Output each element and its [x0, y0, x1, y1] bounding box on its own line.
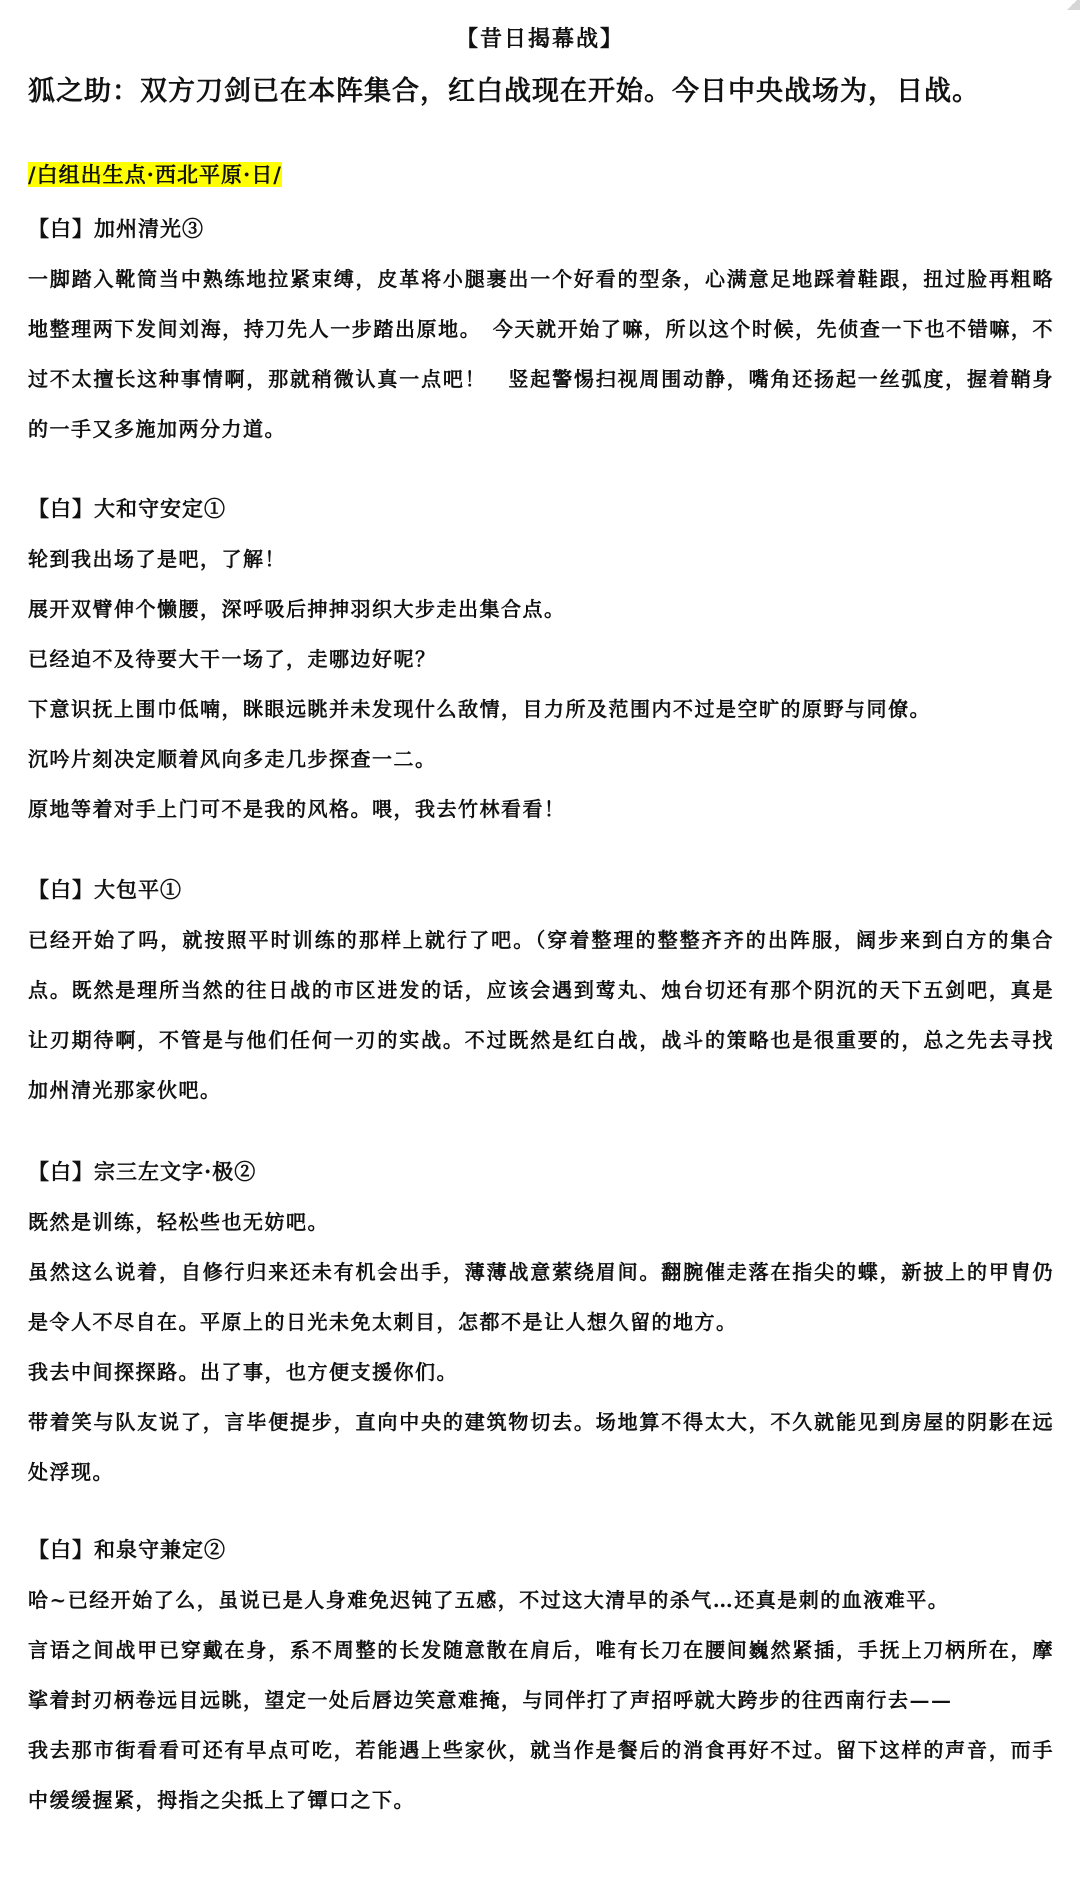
paragraph: 一脚踏入靴筒当中熟练地拉紧束缚，皮革将小腿裹出一个好看的型条，心满意足地踩着鞋跟，扭过脸再粗略地整理两下发间刘海，持刀先人一步踏出原地。 今天就开始了嘛，所以这个时候，先侦查一下也不错嘛，不过不太擅长这种事情啊，那就稍微认真一点吧！ 竖起警惕扫视周围动静，嘴角还扬起一丝弧度，握着鞘身的一手又多施加两分力道。 — [28, 267, 1054, 441]
paragraph: 言语之间战甲已穿戴在身，系不周整的长发随意散在肩后，唯有长刀在腰间巍然紧插，手抚上刀柄所在，摩挲着封刃柄卷远目远眺，望定一处后唇边笑意难掩，与同伴打了声招呼就大跨步的往西南行去—— — [28, 1638, 1054, 1712]
paragraph: 虽然这么说着，自修行归来还未有机会出手，薄薄战意萦绕眉间。翻腕催走落在指尖的蝶，新披上的甲胄仍是令人不尽自在。平原上的日光未免太刺目，怎都不是让人想久留的地方。 — [28, 1260, 1054, 1334]
paragraph: 已经开始了吗，就按照平时训练的那样上就行了吧。（穿着整理的整整齐齐的出阵服，阔步来到白方的集合点。既然是理所当然的往日战的市区进发的话，应该会遇到莺丸、烛台切还有那个阴沉的天下五剑吧，真是让刃期待啊，不管是与他们任何一刃的实战。不过既然是红白战，战斗的策略也是很重要的，总之先去寻找加州清光那家伙吧。 — [28, 928, 1054, 1102]
character-name: 【白】大和守安定① — [28, 496, 226, 521]
paragraph: 轮到我出场了是吧，了解！ — [28, 547, 286, 571]
paragraph: 展开双臂伸个懒腰，深呼吸后抻抻羽织大步走出集合点。 — [28, 597, 566, 621]
paragraph: 我去那市街看看可还有早点可吃，若能遇上些家伙，就当作是餐后的消食再好不过。留下这样的声音，而手中缓缓握紧，拇指之尖抵上了镡口之下。 — [28, 1738, 1054, 1812]
section-izuminokami-kanesada — [28, 1533, 1054, 1825]
paragraph: 下意识抚上围巾低喃，眯眼远眺并未发现什么敌情，目力所及范围内不过是空旷的原野与同僚。 — [28, 697, 931, 721]
paragraph: 带着笑与队友说了，言毕便提步，直向中央的建筑物切去。场地算不得太大，不久就能见到房屋的阴影在远处浮现。 — [28, 1410, 1054, 1484]
paragraph: 原地等着对手上门可不是我的风格。喂，我去竹林看看！ — [28, 797, 566, 821]
location-heading — [28, 158, 286, 192]
paragraph: 我去中间探探路。出了事，也方便支援你们。 — [28, 1360, 458, 1384]
character-name: 【白】加州清光③ — [28, 216, 204, 241]
character-name: 【白】和泉守兼定② — [28, 1537, 226, 1562]
paragraph: 沉吟片刻决定顺着风向多走几步探查一二。 — [28, 747, 437, 771]
section-oodenta — [28, 873, 1054, 1115]
paragraph: 已经迫不及待要大干一场了，走哪边好呢？ — [28, 647, 437, 671]
paragraph: 既然是训练，轻松些也无妨吧。 — [28, 1210, 329, 1234]
section-souza-samonji — [28, 1155, 1054, 1497]
character-name: 【白】大包平① — [28, 877, 182, 902]
section-yamatonokami-yasusada — [28, 492, 1054, 834]
section-kashuu-kiyomitsu — [28, 212, 1054, 454]
page-corner-mark — [1064, 0, 1080, 10]
paragraph: 哈~已经开始了么，虽说已是人身难免迟钝了五感，不过这大清早的杀气…还真是刺的血液难平。 — [28, 1588, 950, 1612]
location-highlight: /白组出生点·西北平原·日/ — [28, 162, 282, 187]
character-name: 【白】宗三左文字·极② — [28, 1159, 257, 1184]
intro-announcement: 狐之助：双方刀剑已在本阵集合，红白战现在开始。今日中央战场为，日战。 — [28, 76, 980, 107]
document-title: 【昔日揭幕战】 — [455, 26, 624, 52]
